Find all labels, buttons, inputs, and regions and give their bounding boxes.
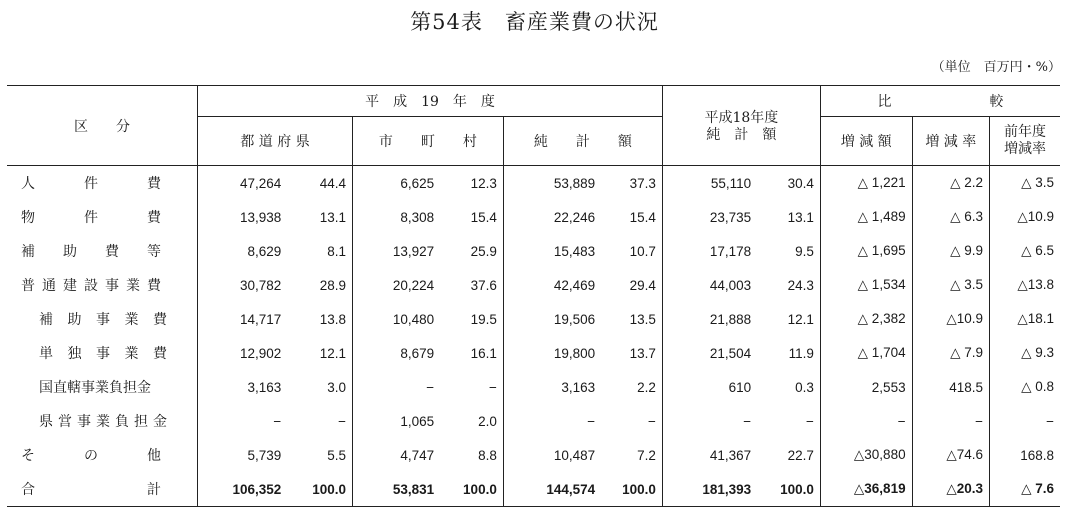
row-label-char: 業: [124, 312, 139, 328]
row-label: [7, 472, 198, 507]
table-cell: 4,747: [353, 438, 441, 472]
row-label-char: 費: [105, 244, 119, 260]
row-label-char: 国直轄事業負担金: [39, 380, 151, 396]
row-label-char: 業: [124, 346, 139, 362]
table-row: [7, 166, 1060, 201]
table-cell: 29.4: [601, 268, 662, 302]
table-cell: 418.5: [912, 370, 989, 404]
table-cell: −: [287, 404, 352, 438]
fy19-header: 平 成 19 年 度: [198, 86, 663, 117]
unit-note: （単位 百万円・%）: [931, 60, 1061, 75]
row-label-char: 設: [84, 278, 98, 294]
table-cell: △ 1,704: [820, 336, 912, 370]
table-cell: 100.0: [601, 472, 662, 507]
category-header: 区 分: [7, 86, 198, 166]
table-cell: 10,480: [353, 302, 441, 336]
table-cell: △10.9: [912, 302, 989, 336]
table-cell: 13.8: [287, 302, 352, 336]
row-label-char: 等: [147, 244, 161, 260]
table-cell: 22.7: [757, 438, 820, 472]
row-label-char: 金: [153, 414, 167, 430]
row-label-char: 事: [105, 278, 119, 294]
table-cell: △10.9: [1017, 209, 1054, 224]
row-label: [7, 302, 198, 336]
table-cell: △18.1: [1017, 311, 1054, 326]
table-cell: 10.7: [601, 234, 662, 268]
row-label-char: 費: [153, 346, 167, 362]
table-cell: 15,483: [503, 234, 601, 268]
row-label: [7, 336, 198, 370]
table-cell: 13,938: [198, 200, 288, 234]
table-row: [7, 200, 1060, 234]
table-cell: 30,782: [198, 268, 288, 302]
table-cell: 19,800: [503, 336, 601, 370]
table-cell: 42,469: [503, 268, 601, 302]
table-cell: 13.7: [601, 336, 662, 370]
table-cell: △ 6.5: [1021, 243, 1054, 258]
compare-header: 比 較: [820, 86, 1060, 117]
table-cell: 37.3: [601, 166, 662, 201]
table-cell: 37.6: [440, 268, 503, 302]
row-label: [7, 370, 198, 404]
row-label-char: 費: [147, 176, 161, 192]
table-cell: 3,163: [503, 370, 601, 404]
row-label-char: 費: [153, 312, 167, 328]
change-amount-header: 増 減 額: [820, 117, 912, 166]
prev-rate-header: 前年度 増減率: [990, 117, 1060, 166]
table-cell: 100.0: [440, 472, 503, 507]
row-label-char: 事: [77, 414, 91, 430]
table-cell: 100.0: [757, 472, 820, 507]
table-cell: −: [601, 404, 662, 438]
livestock-expense-table: [7, 85, 1060, 507]
table-cell: 17,178: [662, 234, 757, 268]
row-label-char: 通: [42, 278, 56, 294]
row-label: [7, 200, 198, 234]
table-cell: 30.4: [757, 166, 820, 201]
row-label-char: 他: [147, 448, 161, 464]
table-cell: 53,831: [353, 472, 441, 507]
table-cell: 3.0: [287, 370, 352, 404]
table-cell: 44.4: [287, 166, 352, 201]
row-label-char: 独: [67, 346, 82, 362]
table-cell: △ 2,382: [820, 302, 912, 336]
table-cell: 1,065: [353, 404, 441, 438]
table-cell: 20,224: [353, 268, 441, 302]
table-cell: 47,264: [198, 166, 288, 201]
table-cell: 12,902: [198, 336, 288, 370]
table-cell: 8,308: [353, 200, 441, 234]
row-label-char: 業: [126, 278, 140, 294]
table-row: [7, 370, 1060, 404]
table-cell: 25.9: [440, 234, 503, 268]
row-label-char: 計: [147, 482, 161, 498]
table-row: [7, 302, 1060, 336]
row-label-char: 建: [63, 278, 77, 294]
table-cell: 22,246: [503, 200, 601, 234]
table-cell: 2.2: [601, 370, 662, 404]
row-label-char: 費: [147, 210, 161, 226]
table-cell: −: [440, 370, 503, 404]
row-label-char: 費: [147, 278, 161, 294]
table-cell: 106,352: [198, 472, 288, 507]
row-label-char: 助: [63, 244, 77, 260]
row-label-char: 補: [21, 244, 35, 260]
row-label-char: 物: [21, 210, 35, 226]
table-cell: 9.5: [757, 234, 820, 268]
table-cell: 8.8: [440, 438, 503, 472]
table-cell: △ 3.5: [912, 268, 989, 302]
table-cell: 12.1: [287, 336, 352, 370]
table-cell: 55,110: [662, 166, 757, 201]
row-label-char: 助: [67, 312, 82, 328]
table-cell: △ 9.3: [1021, 345, 1054, 360]
table-cell: 610: [662, 370, 757, 404]
row-label-char: 件: [84, 210, 98, 226]
table-cell: 15.4: [601, 200, 662, 234]
table-row: [7, 472, 1060, 507]
table-row: [7, 336, 1060, 370]
table-cell: △ 1,489: [820, 200, 912, 234]
row-label-char: 件: [84, 176, 98, 192]
table-cell: △ 1,695: [820, 234, 912, 268]
table-cell: △ 0.8: [1021, 379, 1054, 394]
table-cell: −: [1046, 413, 1054, 429]
table-cell: 21,888: [662, 302, 757, 336]
table-cell: −: [662, 404, 757, 438]
table-cell: △ 7.9: [912, 336, 989, 370]
table-cell: △20.3: [912, 472, 989, 507]
row-label-char: の: [84, 448, 98, 464]
table-cell: −: [820, 404, 912, 438]
table-cell: 7.2: [601, 438, 662, 472]
row-label: [7, 438, 198, 472]
table-cell: −: [757, 404, 820, 438]
row-label: [7, 166, 198, 201]
table-cell: △ 9.9: [912, 234, 989, 268]
table-cell: −: [912, 404, 989, 438]
table-cell: 2,553: [820, 370, 912, 404]
row-label-char: 県: [39, 414, 53, 430]
table-row: [7, 404, 1060, 438]
table-cell: 12.1: [757, 302, 820, 336]
table-cell: −: [503, 404, 601, 438]
table-cell: −: [198, 404, 288, 438]
table-cell: 41,367: [662, 438, 757, 472]
table-cell: 24.3: [757, 268, 820, 302]
table-cell: 2.0: [440, 404, 503, 438]
table-cell: 53,889: [503, 166, 601, 201]
table-cell: 44,003: [662, 268, 757, 302]
table-cell: 13.1: [757, 200, 820, 234]
table-cell: 100.0: [287, 472, 352, 507]
table-cell: △ 1,221: [820, 166, 912, 201]
table-cell: △36,819: [820, 472, 912, 507]
table-cell: 5.5: [287, 438, 352, 472]
table-title: 第54表 畜産業費の状況: [410, 10, 659, 34]
table-cell: △ 6.3: [912, 200, 989, 234]
table-cell: 8,679: [353, 336, 441, 370]
table-cell: △74.6: [912, 438, 989, 472]
table-cell: 181,393: [662, 472, 757, 507]
municipality-header: 市 町 村: [353, 117, 504, 166]
table-cell: 10,487: [503, 438, 601, 472]
row-label-char: 事: [96, 312, 110, 328]
row-label-char: 事: [96, 346, 110, 362]
table-cell: 8,629: [198, 234, 288, 268]
row-label-char: 人: [21, 176, 35, 192]
table-cell: △13.8: [1017, 277, 1054, 292]
table-cell: 21,504: [662, 336, 757, 370]
table-cell: 8.1: [287, 234, 352, 268]
row-label-char: 補: [39, 312, 53, 328]
table-cell: 144,574: [503, 472, 601, 507]
row-label-char: 合: [21, 482, 35, 498]
row-label: [7, 268, 198, 302]
row-label-char: そ: [21, 448, 35, 464]
table-row: [7, 268, 1060, 302]
row-label: [7, 234, 198, 268]
table-cell: △ 3.5: [1021, 175, 1054, 190]
table-cell: △ 2.2: [912, 166, 989, 201]
table-cell: 13.5: [601, 302, 662, 336]
table-cell: △ 7.6: [990, 472, 1060, 507]
table-cell: 0.3: [757, 370, 820, 404]
row-label-char: 負: [115, 414, 129, 430]
table-cell: 12.3: [440, 166, 503, 201]
prefecture-header: 都 道 府 県: [198, 117, 353, 166]
table-cell: 6,625: [353, 166, 441, 201]
table-cell: 3,163: [198, 370, 288, 404]
row-label-char: 普: [21, 278, 35, 294]
table-cell: 19.5: [440, 302, 503, 336]
change-rate-header: 増 減 率: [912, 117, 989, 166]
table-cell: 13,927: [353, 234, 441, 268]
table-cell: △30,880: [820, 438, 912, 472]
table-row: [7, 234, 1060, 268]
table-cell: 13.1: [287, 200, 352, 234]
table-cell: 19,506: [503, 302, 601, 336]
table-cell: −: [353, 370, 441, 404]
table-body: [7, 166, 1060, 507]
row-label-char: 業: [96, 414, 110, 430]
row-label: [7, 404, 198, 438]
table-cell: 14,717: [198, 302, 288, 336]
row-label-char: 単: [39, 346, 53, 362]
table-cell: 16.1: [440, 336, 503, 370]
table-cell: 5,739: [198, 438, 288, 472]
table-cell: △ 1,534: [820, 268, 912, 302]
net-total-header: 純 計 額: [503, 117, 662, 166]
table-cell: 23,735: [662, 200, 757, 234]
row-label-char: 担: [134, 414, 148, 430]
table-cell: 11.9: [757, 336, 820, 370]
row-label-char: 営: [58, 414, 72, 430]
fy18-header: 平成18年度 純 計 額: [662, 86, 820, 166]
table-cell: 168.8: [1020, 447, 1054, 463]
table-cell: 28.9: [287, 268, 352, 302]
table-row: [7, 438, 1060, 472]
table-cell: 15.4: [440, 200, 503, 234]
